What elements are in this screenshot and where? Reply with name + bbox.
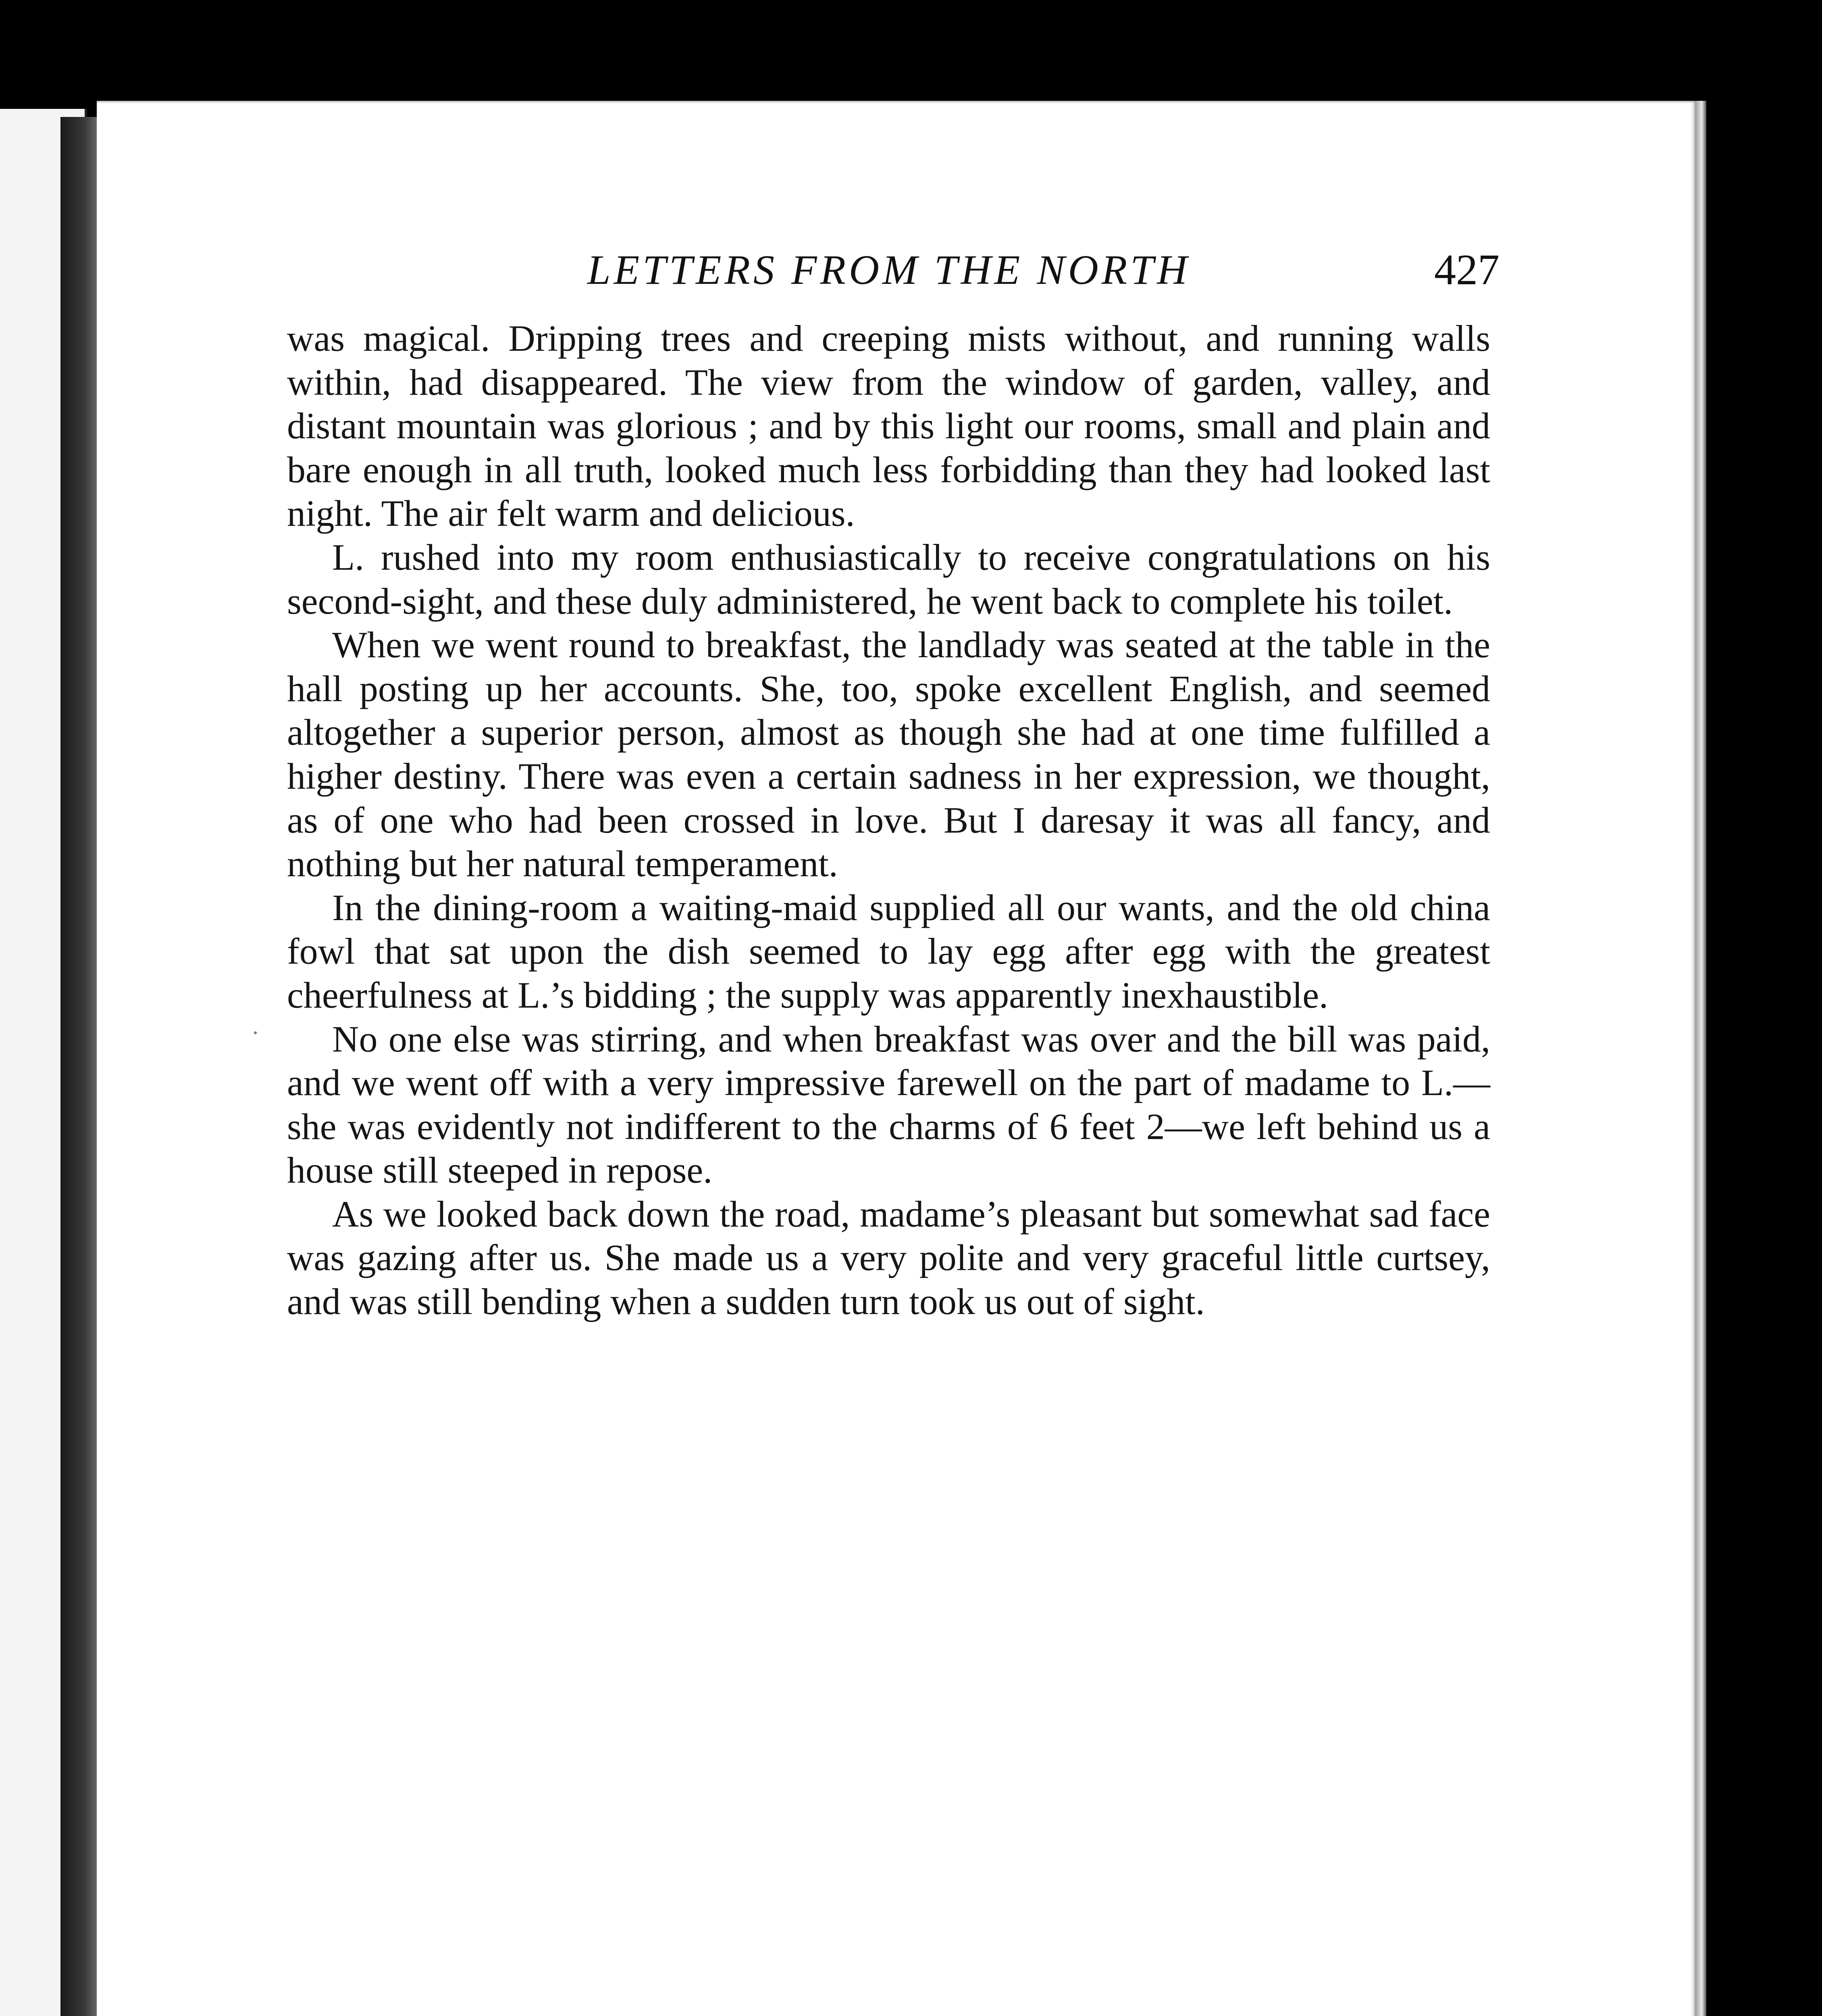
paragraph: When we went round to breakfast, the landlady was seated at the table in the hall posting up her accounts. She, too, spoke excellent English, and seemed altogether a superior person, almost as though she had at one time fulfilled a higher destiny. There was even a certain sadness in her expression, we thought, as of one who had been crossed in love. But I daresay it was all fancy, and nothing but her natural temperament. xyxy=(287,624,1490,885)
page-number: 427 xyxy=(1434,246,1500,294)
page-right-edge xyxy=(1695,101,1706,2016)
paragraph: L. rushed into my room enthusiastically to receive congratulations on his second-sight, and these duly administered, he went back to complete his toilet. xyxy=(287,536,1490,622)
running-head: LETTERS FROM THE NORTH xyxy=(587,247,1191,293)
body-text xyxy=(287,317,1490,1324)
paragraph: As we looked back down the road, madame’s pleasant but somewhat sad face was gazing after us. She made us a very polite and very graceful little curtsey, and was still bending when a sudden turn took us out of sight. xyxy=(287,1193,1490,1322)
scan-speck xyxy=(254,1031,257,1034)
paragraph: No one else was stirring, and when breakfast was over and the bill was paid, and we went off with a very impressive farewell on the part of madame to L.—she was evidently not indifferent to the charms of 6 feet 2—we left behind us a house still steeped in repose. xyxy=(287,1018,1490,1191)
paragraph: was magical. Dripping trees and creeping mists without, and running walls within, had disappeared. The view from the window of garden, valley, and distant mountain was glorious ; and by this light our rooms, small and plain and bare enough in all truth, looked much less forbidding than they had looked last night. The air felt warm and delicious. xyxy=(287,318,1490,534)
paragraph: In the dining-room a waiting-maid supplied all our wants, and the old china fowl that sat upon the dish seemed to lay egg after egg with the greatest cheerfulness at L.’s bidding ; the supply was apparently inexhaustible. xyxy=(287,887,1490,1016)
